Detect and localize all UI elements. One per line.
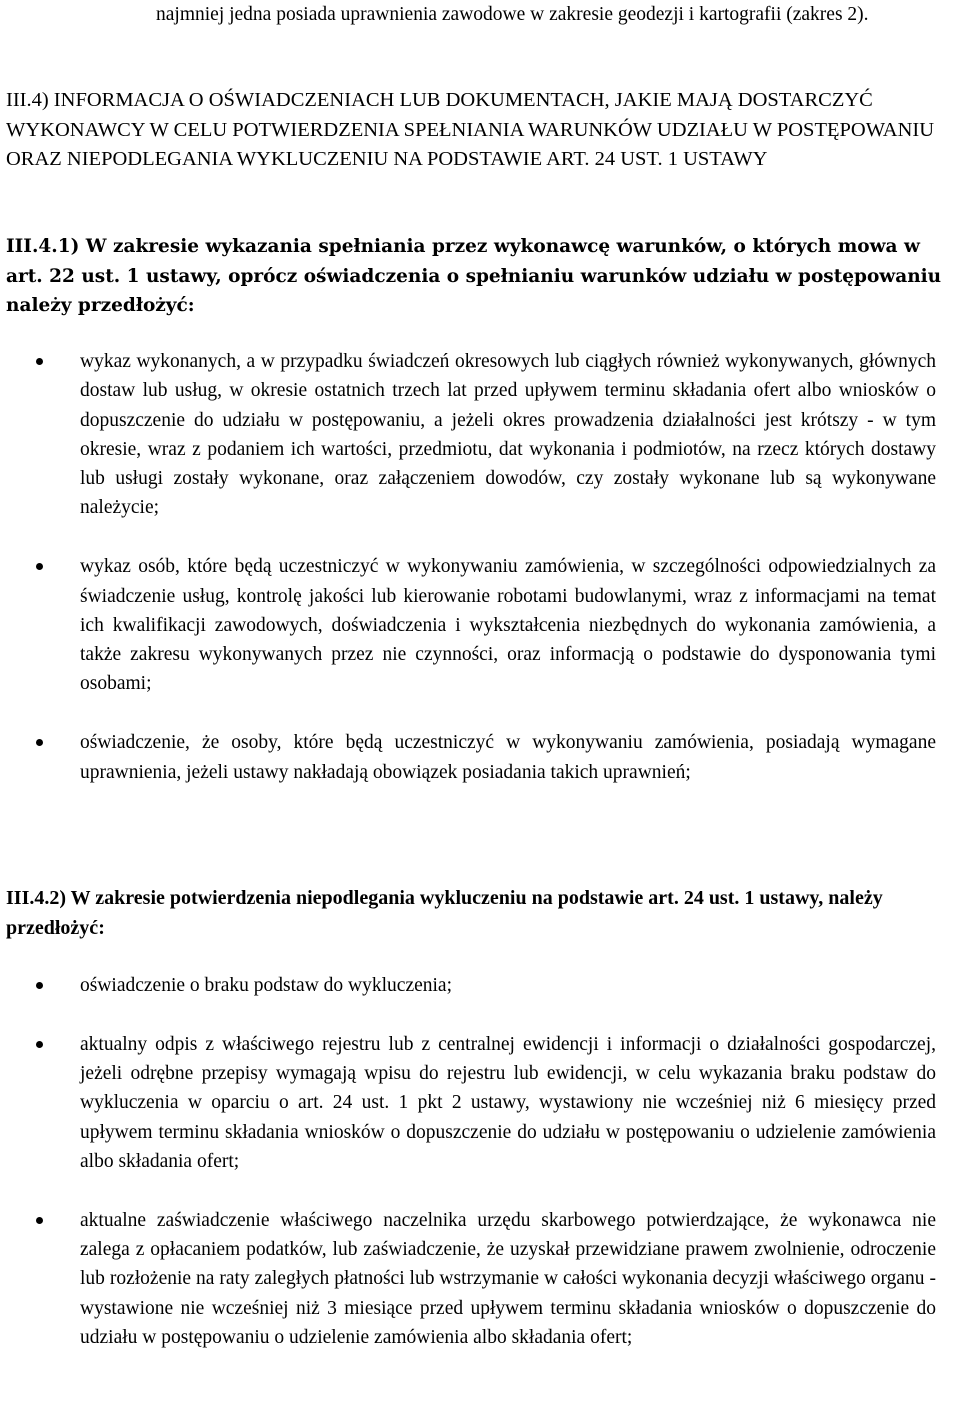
list-item-text: wykaz osób, które będą uczestniczyć w wykonywaniu zamówienia, w szczególności odpowiedzialnych za świadczenie usług, kontrolę jakości lub kierowanie robotami budowlanymi, wraz z informacjami na temat ich kwalifikacji zawodowych, doświadczenia i wykształcenia niezbędnych do wykonania zamówienia, a także zakresu wykonywanych przez nie czynności, oraz informacją o podstawie do dysponowania tymi osobami; <box>80 556 936 695</box>
bullet-icon <box>36 1217 43 1224</box>
list-item-text: oświadczenie o braku podstaw do wykluczenia; <box>80 975 453 996</box>
intro-paragraph: najmniej jedna posiada uprawnienia zawodowe w zakresie geodezji i kartografii (zakres 2). <box>156 4 869 25</box>
list-item-text: aktualny odpis z właściwego rejestru lub z centralnej ewidencji i informacji o działalności gospodarczej, jeżeli odrębne przepisy wymagają wpisu do rejestru lub ewidencji, w celu wykazania braku podstaw do wykluczenia w oparciu o art. 24 ust. 1 pkt 2 ustawy, wystawiony nie wcześniej niż 6 miesięcy przed upływem terminu składania wniosków o dopuszczenie do udziału w postępowaniu o udzielenie zamówienia albo składania ofert; <box>80 1033 936 1172</box>
requirements-list-iii-4-2 <box>0 971 960 1382</box>
subsection-heading-iii-4-2: III.4.2) W zakresie potwierdzenia niepodlegania wykluczeniu na podstawie art. 24 ust. 1 ustawy, należy przedłożyć: <box>6 887 883 939</box>
list-item <box>0 1206 960 1352</box>
list-item-text: wykaz wykonanych, a w przypadku świadczeń okresowych lub ciągłych również wykonywanych, głównych dostaw lub usług, w okresie ostatnich trzech lat przed upływem terminu składania ofert albo wniosków o dopuszczenie do udziału w postępowaniu, a jeżeli okres prowadzenia działalności jest krótszy - w tym okresie, wraz z podaniem ich wartości, przedmiotu, dat wykonania i podmiotów, na rzecz których dostawy lub usługi zostały wykonane, oraz załączeniem dowodów, czy zostały wykonane lub są wykonywane należycie; <box>80 351 936 519</box>
requirements-list-iii-4-1 <box>0 347 960 816</box>
section-heading-iii-4: III.4) INFORMACJA O OŚWIADCZENIACH LUB DOKUMENTACH, JAKIE MAJĄ DOSTARCZYĆ WYKONAWCY W CELU POTWIERDZENIA SPEŁNIANIA WARUNKÓW UDZIAŁU W POSTĘPOWANIU ORAZ NIEPODLEGANIA WYKLUCZENIU NA PODSTAWIE ART. 24 UST. 1 USTAWY <box>6 89 935 170</box>
list-item <box>0 1030 960 1176</box>
subsection-heading-iii-4-1: III.4.1) W zakresie wykazania spełniania przez wykonawcę warunków, o których mowa w art. 22 ust. 1 ustawy, oprócz oświadczenia o spełnianiu warunków udziału w postępowaniu należy przedłożyć: <box>6 236 942 316</box>
bullet-icon <box>36 982 43 989</box>
bullet-icon <box>36 358 43 365</box>
bullet-icon <box>36 1041 43 1048</box>
list-item <box>0 971 960 1000</box>
list-item <box>0 728 960 787</box>
list-item <box>0 552 960 698</box>
bullet-icon <box>36 563 43 570</box>
list-item-text: aktualne zaświadczenie właściwego naczelnika urzędu skarbowego potwierdzające, że wykonawca nie zalega z opłacaniem podatków, lub zaświadczenie, że uzyskał przewidziane prawem zwolnienie, odroczenie lub rozłożenie na raty zaległych płatności lub wstrzymanie w całości wykonania decyzji właściwego organu - wystawione nie wcześniej niż 3 miesiące przed upływem terminu składania wniosków o dopuszczenie do udziału w postępowaniu o udzielenie zamówienia albo składania ofert; <box>80 1209 936 1348</box>
bullet-icon <box>36 739 43 746</box>
list-item <box>0 347 960 523</box>
list-item-text: oświadczenie, że osoby, które będą uczestniczyć w wykonywaniu zamówienia, posiadają wymagane uprawnienia, jeżeli ustawy nakładają obowiązek posiadania takich uprawnień; <box>80 732 936 783</box>
